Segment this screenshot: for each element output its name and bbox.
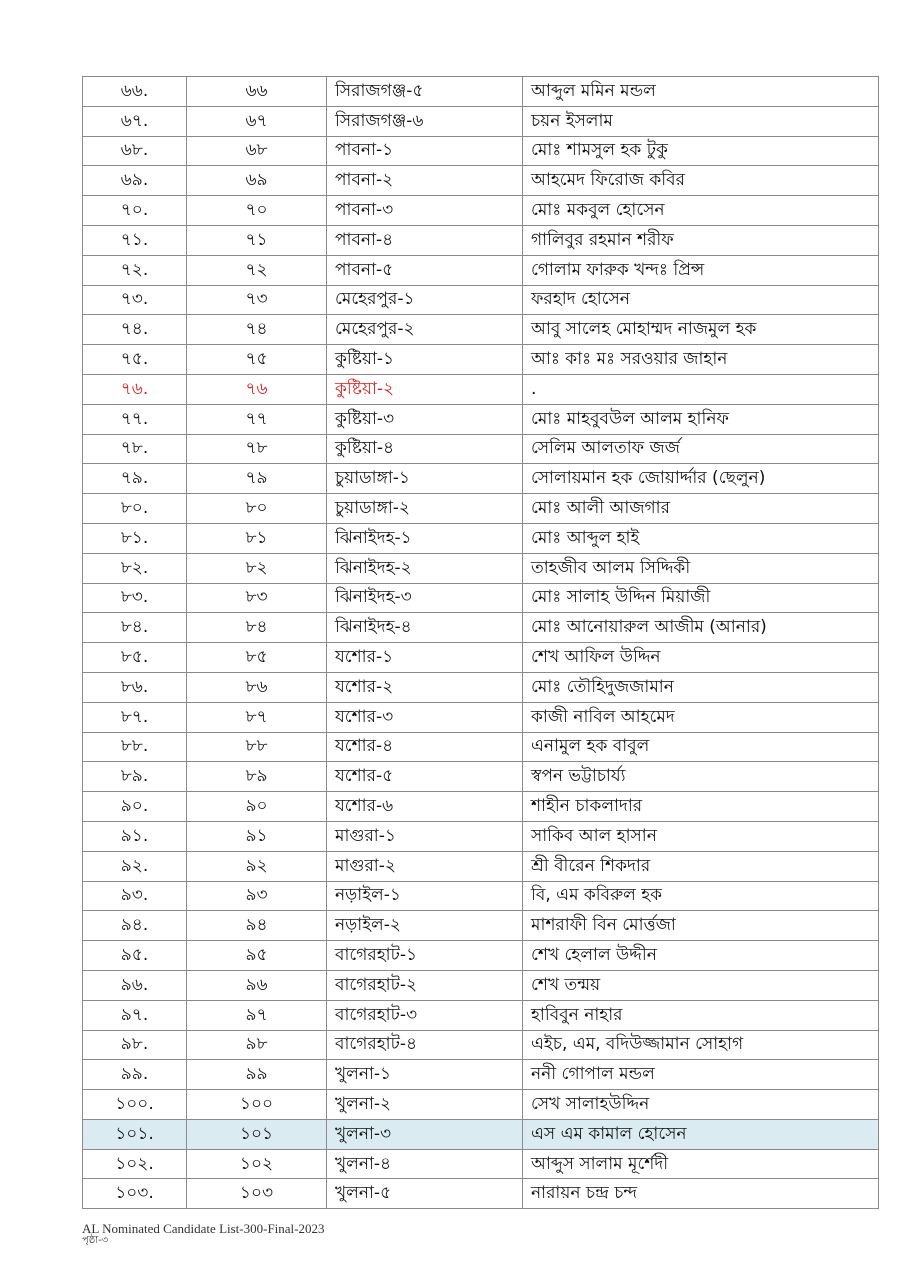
table-row (83, 911, 879, 941)
seat-number-cell: ৭৮ (187, 434, 327, 464)
constituency-cell: নড়াইল-১ (327, 881, 523, 911)
candidate-name-cell: কাজী নাবিল আহমেদ (523, 702, 879, 732)
table-row (83, 792, 879, 822)
constituency-cell: ঝিনাইদহ-২ (327, 553, 523, 583)
seat-number-cell: ৭৬ (187, 374, 327, 404)
serial-cell: ৮৯. (83, 762, 187, 792)
serial-cell: ৯৯. (83, 1060, 187, 1090)
candidate-name-cell: ননী গোপাল মন্ডল (523, 1060, 879, 1090)
candidate-table-body (83, 77, 879, 1209)
seat-number-cell: ৭২ (187, 255, 327, 285)
candidate-name-cell: আব্দুল মমিন মন্ডল (523, 77, 879, 107)
seat-number-cell: ৯৪ (187, 911, 327, 941)
serial-cell: ১০২. (83, 1149, 187, 1179)
candidate-name-cell: সেলিম আলতাফ জর্জ (523, 434, 879, 464)
candidate-name-cell: মোঃ আনোয়ারুল আজীম (আনার) (523, 613, 879, 643)
table-row (83, 166, 879, 196)
constituency-cell: যশোর-৩ (327, 702, 523, 732)
table-row (83, 225, 879, 255)
seat-number-cell: ৮৪ (187, 613, 327, 643)
serial-cell: ৯৮. (83, 1030, 187, 1060)
seat-number-cell: ৮৭ (187, 702, 327, 732)
candidate-name-cell: এস এম কামাল হোসেন (523, 1119, 879, 1149)
page-number: পৃষ্ঠা-৩ (82, 1234, 109, 1246)
constituency-cell: মেহেরপুর-২ (327, 315, 523, 345)
serial-cell: ৭১. (83, 225, 187, 255)
table-row (83, 732, 879, 762)
constituency-cell: খুলনা-৪ (327, 1149, 523, 1179)
candidate-name-cell: শেখ হেলাল উদ্দীন (523, 941, 879, 971)
serial-cell: ৮৭. (83, 702, 187, 732)
seat-number-cell: ৭০ (187, 196, 327, 226)
candidate-name-cell: শেখ আফিল উদ্দিন (523, 643, 879, 673)
candidate-name-cell: আব্দুস সালাম মূর্শেদী (523, 1149, 879, 1179)
seat-number-cell: ১০০ (187, 1090, 327, 1120)
constituency-cell: খুলনা-৫ (327, 1179, 523, 1209)
constituency-cell: কুষ্টিয়া-১ (327, 345, 523, 375)
seat-number-cell: ৮৫ (187, 643, 327, 673)
seat-number-cell: ৯২ (187, 851, 327, 881)
seat-number-cell: ৯০ (187, 792, 327, 822)
serial-cell: ৭৭. (83, 404, 187, 434)
constituency-cell: চুয়াডাঙ্গা-২ (327, 494, 523, 524)
table-row (83, 613, 879, 643)
serial-cell: ৮১. (83, 523, 187, 553)
candidate-name-cell: শেখ তন্ময় (523, 970, 879, 1000)
constituency-cell: ঝিনাইদহ-১ (327, 523, 523, 553)
candidate-name-cell: সাকিব আল হাসান (523, 821, 879, 851)
constituency-cell: ঝিনাইদহ-৩ (327, 583, 523, 613)
seat-number-cell: ৮৯ (187, 762, 327, 792)
serial-cell: ৭৬. (83, 374, 187, 404)
candidate-name-cell: তাহজীব আলম সিদ্দিকী (523, 553, 879, 583)
candidate-name-cell: গোলাম ফারুক খন্দঃ প্রিন্স (523, 255, 879, 285)
constituency-cell: কুষ্টিয়া-৪ (327, 434, 523, 464)
page-footer (82, 1222, 325, 1246)
serial-cell: ৯৬. (83, 970, 187, 1000)
candidate-name-cell: নারায়ন চন্দ্র চন্দ (523, 1179, 879, 1209)
seat-number-cell: ৬৬ (187, 77, 327, 107)
candidate-table (82, 76, 879, 1209)
serial-cell: ৭৪. (83, 315, 187, 345)
serial-cell: ৯১. (83, 821, 187, 851)
constituency-cell: সিরাজগঞ্জ-৬ (327, 106, 523, 136)
serial-cell: ৯০. (83, 792, 187, 822)
constituency-cell: বাগেরহাট-২ (327, 970, 523, 1000)
serial-cell: ৭০. (83, 196, 187, 226)
table-row (83, 374, 879, 404)
table-row (83, 643, 879, 673)
table-row (83, 404, 879, 434)
serial-cell: ৮৪. (83, 613, 187, 643)
serial-cell: ১০১. (83, 1119, 187, 1149)
table-row (83, 494, 879, 524)
constituency-cell: ঝিনাইদহ-৪ (327, 613, 523, 643)
seat-number-cell: ১০৩ (187, 1179, 327, 1209)
serial-cell: ৯৩. (83, 881, 187, 911)
seat-number-cell: ৯৮ (187, 1030, 327, 1060)
table-row (83, 464, 879, 494)
seat-number-cell: ৬৭ (187, 106, 327, 136)
seat-number-cell: ৮৩ (187, 583, 327, 613)
table-row (83, 553, 879, 583)
serial-cell: ৯৭. (83, 1000, 187, 1030)
constituency-cell: যশোর-৬ (327, 792, 523, 822)
table-row (83, 315, 879, 345)
constituency-cell: মাগুরা-২ (327, 851, 523, 881)
seat-number-cell: ৮৮ (187, 732, 327, 762)
candidate-name-cell: মাশরাফী বিন মোর্ত্তজা (523, 911, 879, 941)
table-row (83, 1179, 879, 1209)
serial-cell: ৬৭. (83, 106, 187, 136)
table-row (83, 255, 879, 285)
serial-cell: ৮৮. (83, 732, 187, 762)
candidate-name-cell: মোঃ মকবুল হোসেন (523, 196, 879, 226)
table-row (83, 77, 879, 107)
candidate-name-cell: মোঃ আলী আজগার (523, 494, 879, 524)
constituency-cell: বাগেরহাট-১ (327, 941, 523, 971)
candidate-name-cell: হাবিবুন নাহার (523, 1000, 879, 1030)
candidate-name-cell: মোঃ মাহবুবউল আলম হানিফ (523, 404, 879, 434)
table-row (83, 702, 879, 732)
constituency-cell: যশোর-১ (327, 643, 523, 673)
table-row (83, 881, 879, 911)
seat-number-cell: ৭৫ (187, 345, 327, 375)
constituency-cell: পাবনা-১ (327, 136, 523, 166)
table-row (83, 1030, 879, 1060)
constituency-cell: খুলনা-১ (327, 1060, 523, 1090)
table-row (83, 285, 879, 315)
seat-number-cell: ১০১ (187, 1119, 327, 1149)
table-row (83, 941, 879, 971)
candidate-name-cell: এইচ, এম, বদিউজ্জামান সোহাগ (523, 1030, 879, 1060)
candidate-name-cell: ফরহাদ হোসেন (523, 285, 879, 315)
constituency-cell: যশোর-৪ (327, 732, 523, 762)
table-row (83, 136, 879, 166)
serial-cell: ৬৮. (83, 136, 187, 166)
serial-cell: ৯৪. (83, 911, 187, 941)
constituency-cell: যশোর-২ (327, 672, 523, 702)
constituency-cell: যশোর-৫ (327, 762, 523, 792)
constituency-cell: চুয়াডাঙ্গা-১ (327, 464, 523, 494)
serial-cell: ৬৬. (83, 77, 187, 107)
seat-number-cell: ৬৯ (187, 166, 327, 196)
table-row (83, 1060, 879, 1090)
constituency-cell: সিরাজগঞ্জ-৫ (327, 77, 523, 107)
candidate-name-cell: মোঃ শামসুল হক টুকু (523, 136, 879, 166)
candidate-name-cell: মোঃ সালাহ উদ্দিন মিয়াজী (523, 583, 879, 613)
seat-number-cell: ৭৯ (187, 464, 327, 494)
table-row (83, 821, 879, 851)
seat-number-cell: ৭১ (187, 225, 327, 255)
serial-cell: ৭৫. (83, 345, 187, 375)
constituency-cell: পাবনা-৪ (327, 225, 523, 255)
seat-number-cell: ৯৬ (187, 970, 327, 1000)
constituency-cell: কুষ্টিয়া-৩ (327, 404, 523, 434)
seat-number-cell: ৭৩ (187, 285, 327, 315)
candidate-name-cell: আবু সালেহ মোহাম্মদ নাজমুল হক (523, 315, 879, 345)
serial-cell: ৭২. (83, 255, 187, 285)
candidate-name-cell: আঃ কাঃ মঃ সরওয়ার জাহান (523, 345, 879, 375)
table-row (83, 106, 879, 136)
candidate-name-cell: শ্রী বীরেন শিকদার (523, 851, 879, 881)
constituency-cell: খুলনা-২ (327, 1090, 523, 1120)
serial-cell: ৭৩. (83, 285, 187, 315)
constituency-cell: খুলনা-৩ (327, 1119, 523, 1149)
serial-cell: ৮৩. (83, 583, 187, 613)
candidate-name-cell: মোঃ তৌহিদুজজামান (523, 672, 879, 702)
table-row (83, 1090, 879, 1120)
constituency-cell: পাবনা-২ (327, 166, 523, 196)
seat-number-cell: ৯১ (187, 821, 327, 851)
seat-number-cell: ৯৭ (187, 1000, 327, 1030)
seat-number-cell: ৮৬ (187, 672, 327, 702)
candidate-name-cell: এনামুল হক বাবুল (523, 732, 879, 762)
seat-number-cell: ৯৫ (187, 941, 327, 971)
seat-number-cell: ৯৯ (187, 1060, 327, 1090)
constituency-cell: মেহেরপুর-১ (327, 285, 523, 315)
constituency-cell: পাবনা-৩ (327, 196, 523, 226)
document-title: AL Nominated Candidate List-300-Final-2023 (82, 1221, 325, 1236)
constituency-cell: বাগেরহাট-৩ (327, 1000, 523, 1030)
seat-number-cell: ৮১ (187, 523, 327, 553)
table-row (83, 196, 879, 226)
table-row (83, 583, 879, 613)
serial-cell: ৮৫. (83, 643, 187, 673)
table-row (83, 1000, 879, 1030)
serial-cell: ৮৬. (83, 672, 187, 702)
seat-number-cell: ৯৩ (187, 881, 327, 911)
constituency-cell: বাগেরহাট-৪ (327, 1030, 523, 1060)
candidate-name-cell: শাহীন চাকলাদার (523, 792, 879, 822)
candidate-name-cell: চয়ন ইসলাম (523, 106, 879, 136)
seat-number-cell: ৮০ (187, 494, 327, 524)
table-row (83, 1119, 879, 1149)
candidate-name-cell: মোঃ আব্দুল হাই (523, 523, 879, 553)
serial-cell: ৭৯. (83, 464, 187, 494)
candidate-name-cell: সেখ সালাহউদ্দিন (523, 1090, 879, 1120)
table-row (83, 851, 879, 881)
constituency-cell: কুষ্টিয়া-২ (327, 374, 523, 404)
candidate-name-cell: . (523, 374, 879, 404)
serial-cell: ৯২. (83, 851, 187, 881)
serial-cell: ৮০. (83, 494, 187, 524)
candidate-name-cell: সোলায়মান হক জোয়ার্দ্দার (ছেলুন) (523, 464, 879, 494)
candidate-name-cell: স্বপন ভট্টাচার্য্য (523, 762, 879, 792)
candidate-name-cell: গালিবুর রহমান শরীফ (523, 225, 879, 255)
constituency-cell: নড়াইল-২ (327, 911, 523, 941)
serial-cell: ১০৩. (83, 1179, 187, 1209)
serial-cell: ১০০. (83, 1090, 187, 1120)
serial-cell: ৯৫. (83, 941, 187, 971)
candidate-name-cell: বি, এম কবিরুল হক (523, 881, 879, 911)
serial-cell: ৬৯. (83, 166, 187, 196)
seat-number-cell: ৮২ (187, 553, 327, 583)
seat-number-cell: ৭৪ (187, 315, 327, 345)
table-row (83, 345, 879, 375)
seat-number-cell: ৬৮ (187, 136, 327, 166)
seat-number-cell: ৭৭ (187, 404, 327, 434)
table-row (83, 523, 879, 553)
serial-cell: ৭৮. (83, 434, 187, 464)
table-row (83, 762, 879, 792)
serial-cell: ৮২. (83, 553, 187, 583)
table-row (83, 1149, 879, 1179)
candidate-name-cell: আহমেদ ফিরোজ কবির (523, 166, 879, 196)
seat-number-cell: ১০২ (187, 1149, 327, 1179)
table-row (83, 970, 879, 1000)
constituency-cell: পাবনা-৫ (327, 255, 523, 285)
constituency-cell: মাগুরা-১ (327, 821, 523, 851)
table-row (83, 434, 879, 464)
table-row (83, 672, 879, 702)
